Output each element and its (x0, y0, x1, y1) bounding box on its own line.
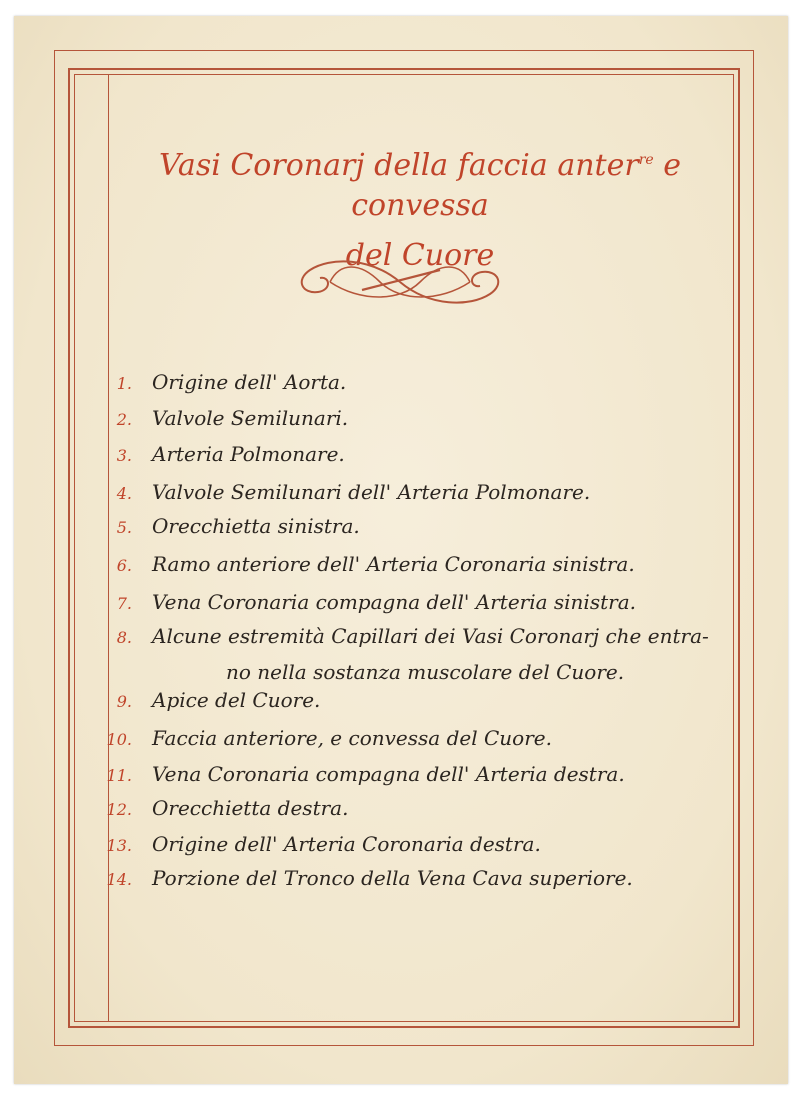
item-text: Orecchietta sinistra. (152, 514, 360, 538)
item-text: Valvole Semilunari. (152, 406, 349, 430)
title-main: Vasi Coronarj della faccia anter (159, 148, 639, 183)
list-item (0, 794, 800, 824)
flourish-ornament (290, 252, 510, 312)
item-text: Origine dell' Aorta. (152, 370, 347, 394)
list-item (0, 404, 800, 434)
item-number: 12. (106, 800, 132, 819)
item-number: 9. (116, 692, 132, 711)
item-number: 11. (106, 766, 132, 785)
list-item (0, 760, 800, 790)
item-text: Valvole Semilunari dell' Arteria Polmonare. (152, 480, 591, 504)
item-text-continuation: no nella sostanza muscolare del Cuore. (226, 660, 625, 684)
list-item (0, 478, 800, 508)
item-number: 13. (106, 836, 132, 855)
item-number: 3. (116, 446, 132, 465)
item-number: 7. (116, 594, 132, 613)
list-item (0, 368, 800, 398)
item-text: Arteria Polmonare. (152, 442, 345, 466)
list-item (0, 550, 800, 580)
title-superscript: re (638, 152, 654, 168)
item-text: Origine dell' Arteria Coronaria destra. (152, 832, 541, 856)
item-text: Orecchietta destra. (152, 796, 349, 820)
item-number: 2. (116, 410, 132, 429)
item-text: Porzione del Tronco della Vena Cava superiore. (152, 866, 633, 890)
list-item (0, 588, 800, 618)
item-number: 4. (116, 484, 132, 503)
list-item (0, 864, 800, 894)
list-item (0, 830, 800, 860)
item-number: 6. (116, 556, 132, 575)
item-text: Vena Coronaria compagna dell' Arteria sinistra. (152, 590, 636, 614)
item-number: 5. (116, 518, 132, 537)
list-item (0, 512, 800, 542)
title-line-2: del Cuore (345, 238, 495, 273)
list-item (0, 622, 800, 688)
title-end: e convessa (351, 148, 681, 223)
list-item (0, 724, 800, 754)
list-item (0, 440, 800, 470)
item-number: 1. (116, 374, 132, 393)
item-text: Faccia anteriore, e convessa del Cuore. (152, 726, 552, 750)
item-text: Ramo anteriore dell' Arteria Coronaria sinistra. (152, 552, 635, 576)
item-text: Apice del Cuore. (152, 688, 321, 712)
item-number: 8. (116, 628, 132, 647)
item-text: Vena Coronaria compagna dell' Arteria destra. (152, 762, 625, 786)
item-number: 10. (106, 730, 132, 749)
list-item (0, 686, 800, 716)
item-text: Alcune estremità Capillari dei Vasi Coronarj che entra- (152, 624, 709, 648)
item-number: 14. (106, 870, 132, 889)
